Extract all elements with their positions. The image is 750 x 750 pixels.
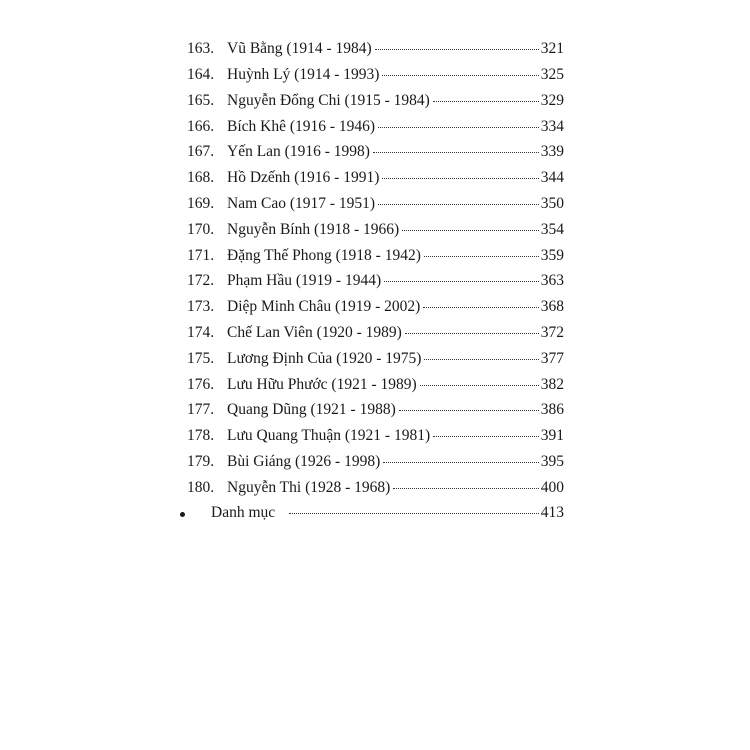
toc-entry-number: 166. xyxy=(187,117,215,135)
toc-entry xyxy=(0,320,750,346)
toc-entry xyxy=(0,346,750,372)
toc-entry-body xyxy=(227,351,564,367)
toc-entry-body xyxy=(211,505,564,521)
dot-leader xyxy=(375,49,539,50)
toc-entry-title: Nam Cao (1917 - 1951) xyxy=(227,194,376,212)
toc-entry-page-number: 325 xyxy=(540,65,564,83)
toc-entry-number: 163. xyxy=(187,40,215,58)
toc-entry-body xyxy=(227,67,564,83)
dot-leader xyxy=(383,462,538,463)
toc-entry-body xyxy=(227,196,564,212)
toc-entry-body xyxy=(227,480,564,496)
toc-entry-number: 175. xyxy=(187,349,215,367)
dot-leader xyxy=(378,127,539,128)
toc-entry-number: 179. xyxy=(187,452,215,470)
toc-entry-index xyxy=(0,500,750,526)
toc-entry xyxy=(0,165,750,191)
toc-entry-body xyxy=(227,377,564,393)
toc-entry-page-number: 339 xyxy=(540,143,564,161)
toc-entry-page-number: 386 xyxy=(540,401,564,419)
toc-entry-title: Yến Lan (1916 - 1998) xyxy=(227,143,370,161)
dot-leader xyxy=(289,513,539,514)
toc-entry-page-number: 377 xyxy=(540,349,564,367)
toc-entry xyxy=(0,113,750,139)
toc-entry-number: 176. xyxy=(187,375,215,393)
toc-entry-body xyxy=(227,402,564,418)
toc-entry-page-number: 400 xyxy=(540,478,564,496)
toc-entry xyxy=(0,294,750,320)
toc-entry xyxy=(0,475,750,501)
toc-entry-number: 178. xyxy=(187,427,215,445)
toc-entry-title: Quang Dũng (1921 - 1988) xyxy=(227,401,396,419)
dot-leader xyxy=(433,436,539,437)
toc-entry xyxy=(0,62,750,88)
toc-entry-title: Hồ Dzếnh (1916 - 1991) xyxy=(227,169,380,187)
toc-entry-number: 173. xyxy=(187,298,215,316)
toc-entry-page-number: 391 xyxy=(540,427,564,445)
toc-entry-page-number: 382 xyxy=(540,375,564,393)
toc-entry xyxy=(0,397,750,423)
dot-leader xyxy=(382,75,538,76)
toc-entry-page-number: 413 xyxy=(540,504,564,522)
toc-entry-body xyxy=(227,299,564,315)
dot-leader xyxy=(423,307,538,308)
dot-leader xyxy=(405,333,539,334)
toc-entry-body xyxy=(227,454,564,470)
toc-entry-body xyxy=(227,222,564,238)
toc-entry-body xyxy=(227,248,564,264)
toc-entry-page-number: 372 xyxy=(540,323,564,341)
toc-entry-number: 164. xyxy=(187,65,215,83)
toc-entry-title: Nguyễn Thi (1928 - 1968) xyxy=(227,478,391,496)
toc-entry-title: Vũ Bằng (1914 - 1984) xyxy=(227,40,372,58)
toc-entry xyxy=(0,371,750,397)
dot-leader xyxy=(399,410,539,411)
toc-entry-title: Bích Khê (1916 - 1946) xyxy=(227,117,376,135)
dot-leader xyxy=(373,152,539,153)
toc-entry-page-number: 354 xyxy=(540,220,564,238)
toc-entry-number: 165. xyxy=(187,91,215,109)
toc-entry-page-number: 344 xyxy=(540,169,564,187)
toc-entry-body xyxy=(227,273,564,289)
toc-entry xyxy=(0,449,750,475)
toc-entry xyxy=(0,242,750,268)
dot-leader xyxy=(382,178,538,179)
dot-leader xyxy=(402,230,539,231)
toc-entry-number: 169. xyxy=(187,194,215,212)
toc-entry-body xyxy=(227,144,564,160)
toc-entry-page-number: 395 xyxy=(540,452,564,470)
bullet-dot-icon xyxy=(180,512,185,517)
dot-leader xyxy=(378,204,539,205)
table-of-contents xyxy=(0,36,750,526)
dot-leader xyxy=(393,488,538,489)
toc-entry-body xyxy=(227,119,564,135)
toc-entry-title: Phạm Hầu (1919 - 1944) xyxy=(227,272,382,290)
toc-entry-page-number: 321 xyxy=(540,40,564,58)
toc-entry-title: Chế Lan Viên (1920 - 1989) xyxy=(227,323,402,341)
toc-entry-number: 167. xyxy=(187,143,215,161)
toc-entry-number: 172. xyxy=(187,272,215,290)
toc-entry-body xyxy=(227,325,564,341)
toc-entry-page-number: 363 xyxy=(540,272,564,290)
dot-leader xyxy=(420,385,539,386)
toc-entry-body xyxy=(227,41,564,57)
toc-entry-page-number: 334 xyxy=(540,117,564,135)
toc-entry-title: Lương Định Của (1920 - 1975) xyxy=(227,349,422,367)
toc-entry xyxy=(0,139,750,165)
toc-entry xyxy=(0,88,750,114)
toc-entry-number: 174. xyxy=(187,323,215,341)
toc-entry xyxy=(0,191,750,217)
toc-entry xyxy=(0,217,750,243)
toc-entry-title: Lưu Hữu Phước (1921 - 1989) xyxy=(227,375,417,393)
dot-leader xyxy=(433,101,539,102)
dot-leader xyxy=(424,256,539,257)
toc-entry-number: 180. xyxy=(187,478,215,496)
toc-entry-number: 171. xyxy=(187,246,215,264)
dot-leader xyxy=(424,359,538,360)
toc-entry-page-number: 368 xyxy=(540,298,564,316)
toc-entry-number: 170. xyxy=(187,220,215,238)
dot-leader xyxy=(384,281,539,282)
toc-entry-page-number: 350 xyxy=(540,194,564,212)
toc-entry-number: 177. xyxy=(187,401,215,419)
toc-entry-number: 168. xyxy=(187,169,215,187)
toc-entry-body xyxy=(227,93,564,109)
toc-entry xyxy=(0,36,750,62)
toc-entry-page-number: 359 xyxy=(540,246,564,264)
toc-entry-title: Lưu Quang Thuận (1921 - 1981) xyxy=(227,427,431,445)
toc-entry-body xyxy=(227,428,564,444)
toc-entry-page-number: 329 xyxy=(540,91,564,109)
toc-entry-body xyxy=(227,170,564,186)
toc-entry-title: Danh mục xyxy=(211,504,276,522)
toc-entry-title: Bùi Giáng (1926 - 1998) xyxy=(227,452,381,470)
toc-entry xyxy=(0,423,750,449)
toc-entry-title: Nguyễn Bính (1918 - 1966) xyxy=(227,220,400,238)
toc-entry xyxy=(0,268,750,294)
toc-entry-title: Huỳnh Lý (1914 - 1993) xyxy=(227,65,380,83)
toc-entry-title: Nguyễn Đổng Chi (1915 - 1984) xyxy=(227,91,430,109)
toc-entry-title: Đặng Thế Phong (1918 - 1942) xyxy=(227,246,421,264)
toc-entry-title: Diệp Minh Châu (1919 - 2002) xyxy=(227,298,421,316)
